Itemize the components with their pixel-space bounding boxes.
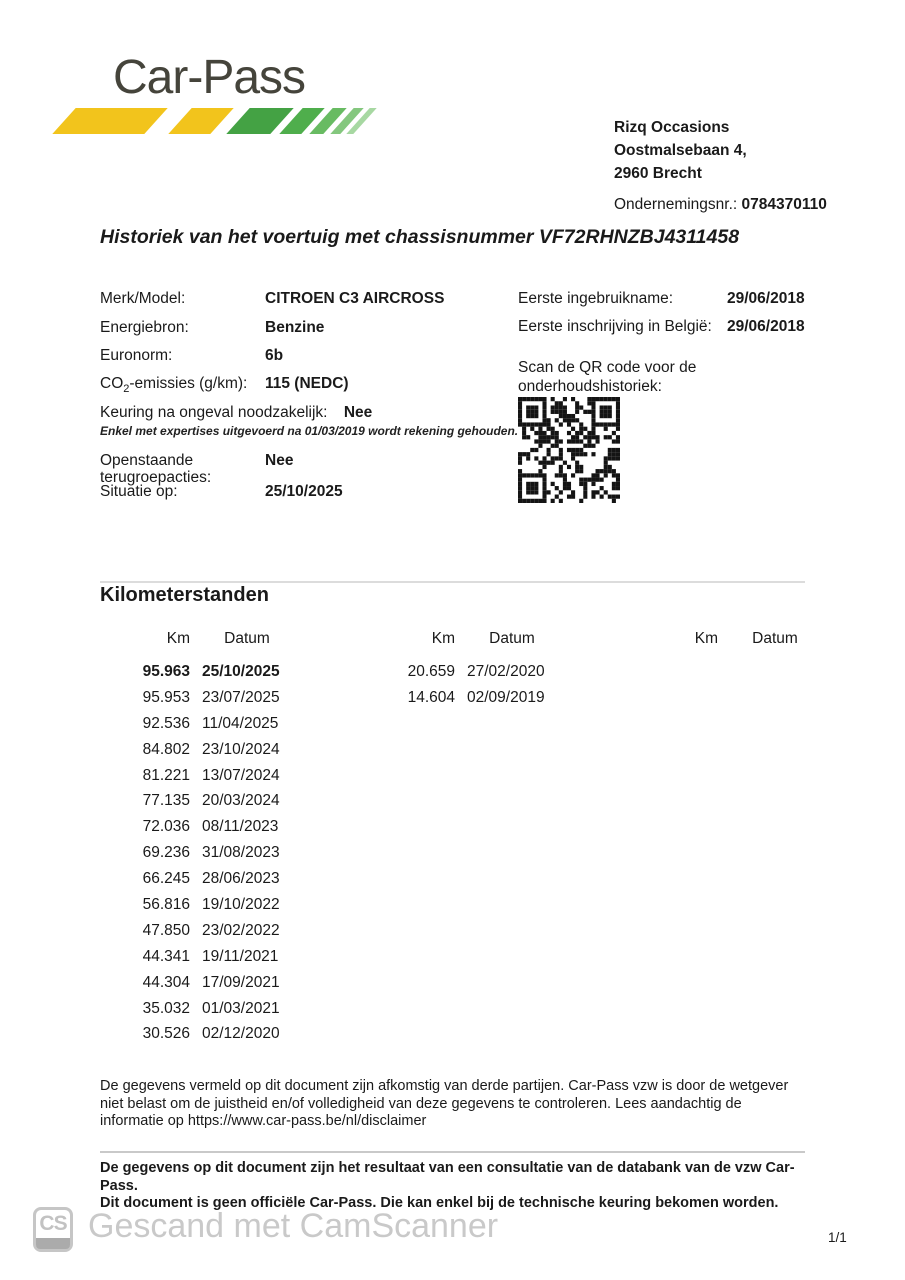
odometer-row: [100, 866, 292, 892]
qr-code-icon: [518, 397, 620, 503]
odometer-km-value: 56.816: [142, 895, 190, 913]
footer-divider: [100, 1151, 805, 1153]
page-title: Historiek van het voertuig met chassisnummer VF72RHNZBJ4311458: [100, 226, 740, 248]
field-label: Eerste ingebruikname:: [518, 290, 674, 307]
field-value: 115 (NEDC): [265, 375, 349, 392]
odometer-km-value: 14.604: [407, 688, 455, 706]
camscanner-logo-band: [36, 1238, 70, 1249]
carpass-logo-text: Car-Pass: [113, 51, 306, 104]
camscanner-logo-icon: [33, 1207, 73, 1252]
odometer-row: [365, 659, 557, 685]
qr-code: [518, 397, 620, 503]
odometer-date-value: 19/10/2022: [202, 895, 280, 913]
section-divider: [100, 581, 805, 583]
odometer-km-value: 44.341: [142, 947, 190, 965]
odometer-row: [100, 711, 292, 737]
field-terugroepacties: [100, 452, 294, 486]
odometer-date-value: 01/03/2021: [202, 999, 280, 1017]
odometer-column-3: [628, 630, 820, 659]
odometer-date-value: 23/07/2025: [202, 688, 280, 706]
odometer-km-value: 66.245: [142, 870, 190, 888]
odometer-km-value: 95.953: [142, 688, 190, 706]
odometer-date-value: 20/03/2024: [202, 792, 280, 810]
field-eerste-ingebruikname: [518, 290, 905, 308]
odometer-column-2: [365, 630, 557, 711]
odometer-date-value: 02/12/2020: [202, 1025, 280, 1043]
odometer-row: [100, 840, 292, 866]
field-label: Eerste inschrijving in België:: [518, 318, 712, 335]
odometer-km-value: 47.850: [142, 921, 190, 939]
odometer-km-value: 92.536: [142, 714, 190, 732]
odometer-date-value: 02/09/2019: [467, 688, 545, 706]
odometer-row: [100, 996, 292, 1022]
qr-caption: [518, 359, 696, 396]
odometer-date-value: 08/11/2023: [202, 818, 279, 836]
odometer-km-value: 44.304: [142, 973, 190, 991]
field-label: Merk/Model:: [100, 290, 186, 307]
odometer-date-value: 31/08/2023: [202, 844, 280, 862]
column-header-km: Km: [431, 630, 455, 647]
field-euronorm: [100, 347, 520, 365]
field-value: Nee: [343, 404, 373, 421]
company-number-row: [614, 196, 827, 214]
odometer-row: [100, 737, 292, 763]
logo-stripe-yellow-large: [52, 108, 167, 134]
field-label-line2: terugroepacties:: [100, 469, 212, 486]
column-header-km: Km: [166, 630, 190, 647]
field-value: 29/06/2018: [727, 318, 805, 335]
field-label: $CO_2$-emissies (g/km):: [100, 375, 248, 395]
field-value: 6b: [265, 347, 284, 364]
field-label: Keuring na ongeval noodzakelijk:: [100, 404, 328, 421]
field-label: Euronorm:: [100, 347, 173, 364]
field-label-line1: Openstaande: [100, 452, 194, 469]
qr-caption-line1: Scan de QR code voor de: [518, 359, 697, 376]
dealer-street: Oostmalsebaan 4,: [614, 142, 747, 159]
field-value: 29/06/2018: [727, 290, 805, 307]
odometer-row: [100, 892, 292, 918]
odometer-km-value: 72.036: [142, 818, 190, 836]
company-number-label: Ondernemingsnr.:: [614, 196, 738, 213]
odometer-row: [100, 918, 292, 944]
odometer-km-value: 20.659: [407, 662, 455, 680]
logo-stripe-yellow-small: [168, 108, 233, 134]
column-header-km: Km: [694, 630, 718, 647]
field-eerste-inschrijving: [518, 318, 905, 336]
odometer-km-value: 95.963: [142, 662, 190, 680]
column-header-datum: Datum: [489, 630, 535, 647]
odometer-date-value: 19/11/2021: [202, 947, 279, 965]
odometer-header: [365, 630, 557, 650]
field-value: CITROEN C3 AIRCROSS: [265, 290, 445, 307]
field-energiebron: [100, 319, 520, 337]
column-header-datum: Datum: [224, 630, 270, 647]
odometer-heading: Kilometerstanden: [100, 584, 269, 606]
odometer-date-value: 11/04/2025: [202, 714, 279, 732]
odometer-date-value: 23/10/2024: [202, 740, 280, 758]
company-number-value: 0784370110: [741, 196, 827, 213]
field-value: Benzine: [265, 319, 325, 336]
odometer-column-1: [100, 630, 292, 1047]
odometer-km-value: 81.221: [142, 766, 190, 784]
odometer-date-value: 27/02/2020: [467, 662, 545, 680]
odometer-header: [100, 630, 292, 650]
qr-caption-line2: onderhoudshistoriek:: [518, 377, 662, 395]
odometer-row: [100, 814, 292, 840]
field-merk-model: [100, 290, 520, 308]
odometer-date-value: 13/07/2024: [202, 766, 280, 784]
odometer-km-value: 84.802: [142, 740, 190, 758]
odometer-row: [100, 788, 292, 814]
field-label: Situatie op:: [100, 483, 178, 500]
inspection-note: Enkel met expertises uitgevoerd na 01/03/2019 wordt rekening gehouden.: [100, 424, 519, 438]
official-note-line2: Dit document is geen officiële Car-Pass. Die kan enkel bij de technische keuring bekomen worden.: [100, 1195, 779, 1212]
field-value: 25/10/2025: [265, 483, 343, 500]
odometer-km-value: 35.032: [142, 999, 190, 1017]
odometer-km-value: 30.526: [142, 1025, 190, 1043]
odometer-date-value: 28/06/2023: [202, 870, 280, 888]
odometer-km-value: 77.135: [142, 792, 190, 810]
field-co2-emissions: [100, 375, 520, 395]
odometer-km-value: 69.236: [142, 844, 190, 862]
dealer-city: 2960 Brecht: [614, 165, 702, 182]
odometer-row: [100, 763, 292, 789]
odometer-row: [365, 685, 557, 711]
carpass-logo-stripes-icon: [64, 108, 365, 134]
dealer-name: Rizq Occasions: [614, 119, 730, 136]
page-number: 1/1: [828, 1230, 847, 1245]
official-note-line1: De gegevens op dit document zijn het resultaat van een consultatie van de databank van de vzw Car-Pass.: [100, 1160, 795, 1194]
official-note: [100, 1160, 815, 1213]
odometer-date-value: 25/10/2025: [202, 662, 280, 680]
field-keuring-na-ongeval: [100, 404, 372, 422]
odometer-row: [100, 659, 292, 685]
dealer-address-block: [614, 116, 747, 185]
odometer-date-value: 23/02/2022: [202, 921, 280, 939]
odometer-row: [100, 970, 292, 996]
odometer-header: [628, 630, 820, 650]
column-header-datum: Datum: [752, 630, 798, 647]
odometer-row: [100, 685, 292, 711]
odometer-row: [100, 944, 292, 970]
field-value: Nee: [265, 452, 294, 469]
field-situatie-op: [100, 483, 520, 501]
camscanner-watermark-text: Gescand met CamScanner: [88, 1207, 499, 1245]
field-label: Energiebron:: [100, 319, 189, 336]
camscanner-cs-label: CS: [39, 1212, 67, 1235]
disclaimer-text: De gegevens vermeld op dit document zijn afkomstig van derde partijen. Car-Pass vzw is door de wetgever niet belast om de juistheid en/of volledigheid van deze gegevens te controleren. Lees aandachtig de informatie op https://www.car-pass.be/nl/disclaimer: [100, 1078, 789, 1130]
odometer-row: [100, 1021, 292, 1047]
odometer-date-value: 17/09/2021: [202, 973, 280, 991]
